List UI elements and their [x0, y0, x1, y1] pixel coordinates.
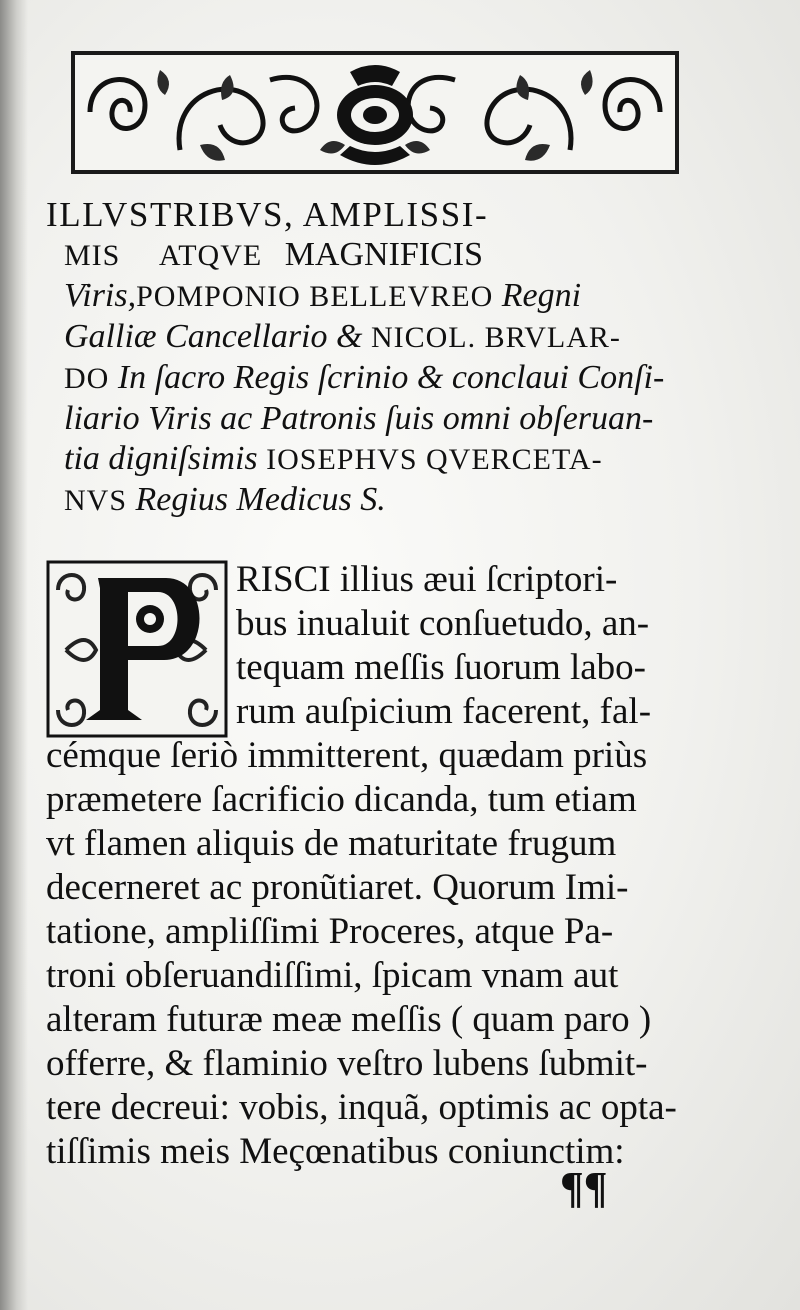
dedication-text: In ſacro Regis ſcrinio & conclaui Conſi-	[117, 359, 665, 396]
body-line: offerre, & flaminio veſtro lubens ſubmit-	[46, 1043, 648, 1084]
dedication-heading	[46, 195, 696, 521]
body-line: RISCI illius æui ſcriptori-	[236, 559, 618, 600]
ornament-vine-icon	[70, 50, 680, 175]
body-line: rum auſpicium facerent, fal-	[236, 691, 652, 732]
headpiece-ornament	[70, 50, 680, 175]
dedication-line	[46, 358, 696, 399]
dedication-text: ATQVE	[158, 239, 263, 272]
dedication-line	[46, 195, 696, 235]
body-line: troni obſeruandiſſimi, ſpicam vnam aut	[46, 955, 619, 996]
dedication-line	[46, 480, 696, 521]
dedication-text: Regius Medicus S.	[135, 481, 386, 518]
dedication-line	[46, 317, 696, 358]
dedication-text: Galliæ Cancellario &	[64, 318, 371, 355]
dedication-text: DO	[64, 362, 118, 395]
dedication-text: POMPONIO BELLEVREO	[136, 280, 494, 313]
body-paragraph	[46, 558, 706, 1174]
dedication-text: IOSEPHVS QVERCETA-	[266, 443, 603, 476]
dropcap-letter: P	[46, 560, 47, 561]
body-line: alteram futuræ meæ meſſis ( quam paro )	[46, 999, 652, 1040]
dedication-text: NVS	[64, 484, 136, 517]
body-line: cémque ſeriò immitterent, quædam priùs	[46, 735, 648, 776]
dedication-text: Viris,	[64, 277, 137, 314]
dedication-text: MAGNIFICIS	[284, 236, 484, 273]
dedication-line	[46, 235, 696, 276]
body-line: præmetere ſacrificio dicanda, tum etiam	[46, 779, 637, 820]
catchword: ¶¶	[560, 1163, 608, 1212]
body-line: vt flamen aliquis de maturitate frugum	[46, 823, 617, 864]
dedication-text: tia digniſsimis	[64, 440, 267, 477]
dedication-text: MIS	[64, 239, 121, 272]
body-line: tequam meſſis ſuorum labo-	[236, 647, 646, 688]
dedication-text: Regni	[501, 277, 582, 314]
body-line: decerneret ac pronũtiaret. Quorum Imi-	[46, 867, 629, 908]
body-line: bus inualuit conſuetudo, an-	[236, 603, 650, 644]
dedication-text: ILLVSTRIBVS, AMPLISSI-	[46, 195, 489, 234]
body-line: tatione, ampliſſimi Proceres, atque Pa-	[46, 911, 614, 952]
dedication-line	[46, 276, 696, 317]
dedication-line	[46, 399, 696, 439]
body-line: tiſſimis meis Meçœnatibus coniunctim:	[46, 1131, 625, 1172]
dedication-line	[46, 439, 696, 480]
dedication-text: liario Viris ac Patronis ſuis omni obſeruan-	[64, 400, 654, 437]
body-line: tere decreui: vobis, inquã, optimis ac opta-	[46, 1087, 677, 1128]
dedication-text: NICOL. BRVLAR-	[370, 321, 621, 354]
